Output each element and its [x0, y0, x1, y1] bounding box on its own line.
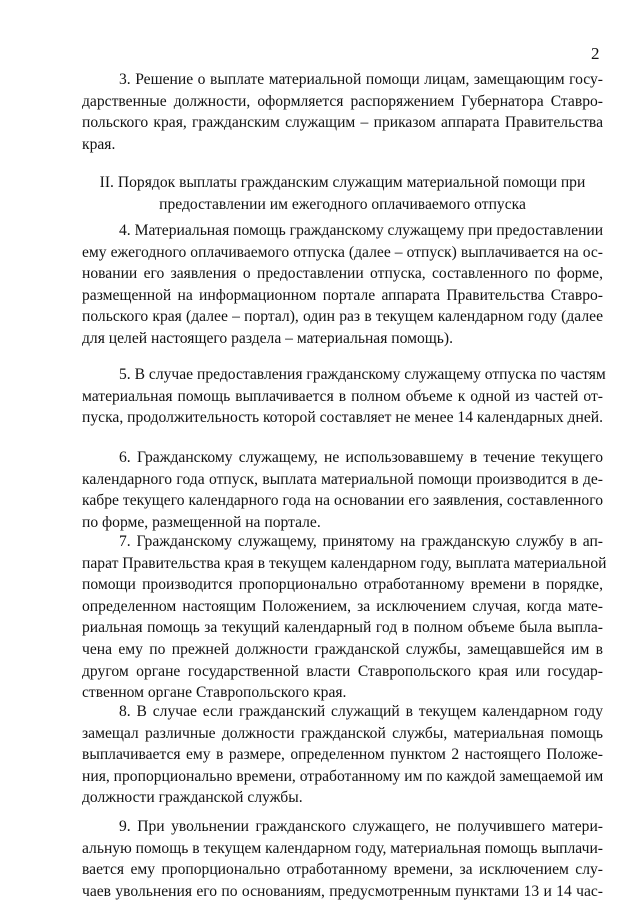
paragraph-7-line: помощи производится пропорционально отработанному времени в порядке,	[82, 576, 603, 594]
paragraph-8-line: 8. В случае если гражданский служащий в текущем календарном году	[119, 703, 603, 720]
paragraph-7-line: риальная помощь за текущий календарный год в полном объеме была выпла-	[82, 619, 603, 637]
paragraph-4-line: новании его заявления о предоставлении отпуска, составленного по форме,	[82, 265, 603, 283]
paragraph-4-line: ему ежегодного оплачиваемого отпуска (далее – отпуск) выплачивается на ос-	[82, 243, 603, 261]
paragraph-5-line: 5. В случае предоставления гражданскому служащему отпуска по частям	[119, 366, 606, 383]
paragraph-5-line: материальная помощь выплачивается в полном объеме к одной из частей от-	[82, 387, 603, 405]
paragraph-7-line: парат Правительства края в текущем календарном году, выплата материальной	[82, 554, 607, 572]
paragraph-6-line: кабре текущего календарного года на основании его заявления, составленного	[82, 492, 603, 510]
paragraph-7-line: чена ему по прежней должности гражданской службы, замещавшейся им в	[82, 641, 603, 658]
paragraph-7-line: определенном настоящим Положением, за исключением случая, когда мате-	[82, 597, 603, 615]
paragraph-7-line: другом органе государственной власти Ставропольского края или государ-	[82, 662, 603, 680]
paragraph-6-line: 6. Гражданскому служащему, не использовавшему в течение текущего	[119, 449, 603, 466]
paragraph-5-line: пуска, продолжительность которой составляет не менее 14 календарных дней.	[82, 409, 603, 427]
paragraph-9-line: альную помощь в текущем календарном году, материальная помощь выплачи-	[82, 839, 603, 857]
paragraph-4-line: 4. Материальная помощь гражданскому служащему при предоставлении	[119, 222, 604, 239]
page-number: 2	[591, 44, 600, 63]
paragraph-3-line: польского края, гражданским служащим – приказом аппарата Правительства	[82, 114, 603, 132]
section-heading: II. Порядок выплаты гражданским служащим материальной помощи при	[99, 174, 586, 191]
paragraph-9-line: 9. При увольнении гражданского служащего, не получившего матери-	[119, 818, 603, 835]
paragraph-9-line: вается ему пропорционально отработанному времени, за исключением слу-	[82, 861, 603, 879]
paragraph-3-line: дарственные должности, оформляется распоряжением Губернатора Ставро-	[82, 92, 603, 110]
section-heading: предоставлении им ежегодного оплачиваемого отпуска	[159, 195, 526, 213]
paragraph-8-line: ния, пропорционально времени, отработанному им по каждой замещаемой им	[82, 767, 604, 785]
paragraph-9-line: чаев увольнения его по основаниям, предусмотренным пунктами 13 и 14 час-	[82, 882, 603, 900]
paragraph-6-line: по форме, размещенной на портале.	[82, 513, 321, 531]
paragraph-8-line: должности гражданской службы.	[82, 789, 303, 807]
paragraph-8-line: замещал различные должности гражданской службы, материальная помощь	[82, 724, 603, 742]
paragraph-7-line: ственном органе Ставропольского края.	[82, 684, 347, 702]
paragraph-6-line: календарного года отпуск, выплата материальной помощи производится в де-	[82, 470, 603, 488]
paragraph-3-line: края.	[82, 135, 116, 153]
paragraph-3-line: 3. Решение о выплате материальной помощи лицам, замещающим госу-	[119, 71, 603, 88]
paragraph-8-line: выплачивается ему в размере, определенном пунктом 2 настоящего Положе-	[82, 746, 603, 764]
paragraph-4-line: для целей настоящего раздела – материальная помощь).	[82, 330, 454, 347]
paragraph-7-line: 7. Гражданскому служащему, принятому на гражданскую службу в ап-	[119, 533, 603, 550]
paragraph-4-line: польского края (далее – портал), один раз в текущем календарном году (далее	[82, 308, 603, 326]
paragraph-4-line: размещенной на информационном портале аппарата Правительства Ставро-	[82, 286, 603, 304]
